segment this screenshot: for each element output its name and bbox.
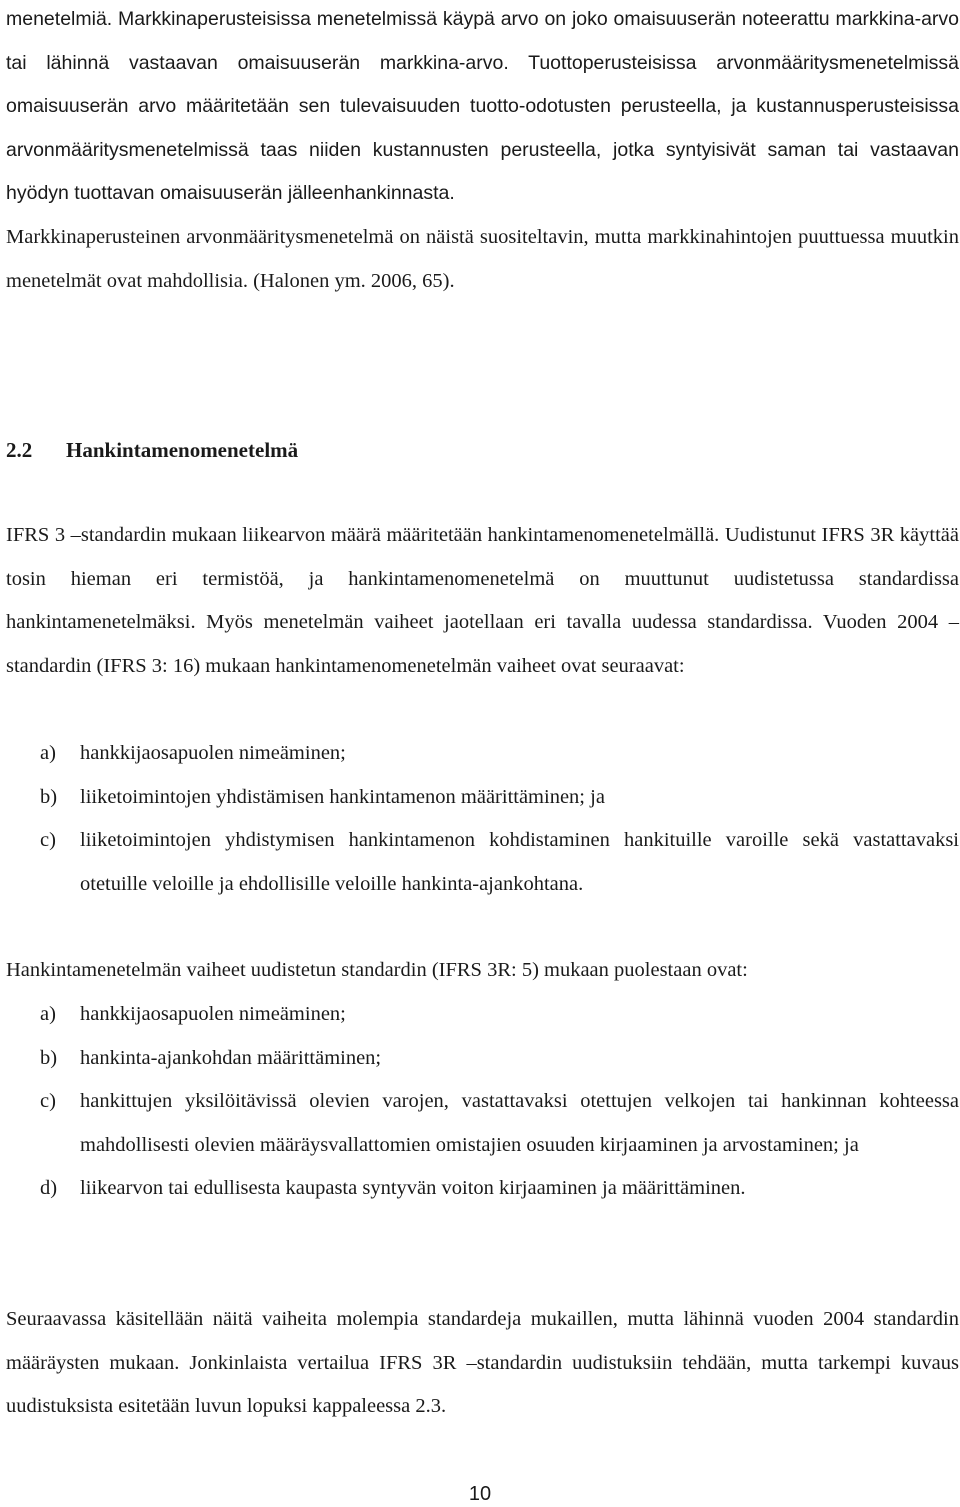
list-item	[6, 1080, 959, 1167]
list-new-standard	[6, 993, 959, 1211]
list-item-text: hankinta-ajankohdan määrittäminen;	[80, 1046, 382, 1069]
list-item-text: liiketoimintojen yhdistymisen hankintamenon kohdistaminen hankituille varoille sekä vastattavaksi otetuille veloille ja ehdollisille veloille hankinta-ajankohtana.	[80, 829, 959, 895]
list-item	[6, 993, 959, 1037]
list-item-text: liiketoimintojen yhdistämisen hankintamenon määrittäminen; ja	[80, 785, 605, 808]
intro-text-sans: menetelmiä. Markkinaperusteisissa menetelmissä käypä arvo on joko omaisuuserän noteerattu markkina-arvo tai lähinnä vastaavan omaisuuserän markkina-arvo. Tuottoperusteisissa arvonmääritysmenetelmissä omaisuuserän arvo määritetään sen tulevaisuuden tuotto-odotusten perusteella, ja kustannusperusteisissa arvonmääritysmenetelmissä taas niiden kustannusten perusteella, jotka syntyisivät saman tai vastaavan hyödyn tuottavan omaisuuserän jälleenhankinnasta.	[6, 8, 959, 205]
section-number: 2.2	[6, 438, 33, 462]
list-item-text: hankittujen yksilöitävissä olevien varojen, vastattavaksi otettujen velkojen tai hankinnan kohteessa mahdollisesti olevien määräysvallattomien omistajien osuuden kirjaaminen ja arvostaminen; ja	[80, 1090, 959, 1156]
paragraph-method	[6, 514, 959, 688]
page-number: 10	[468, 1483, 492, 1505]
list-marker: c)	[40, 1090, 56, 1113]
list-item-text: hankkijaosapuolen nimeäminen;	[80, 1003, 346, 1025]
list-item	[6, 732, 959, 776]
list-old-standard	[6, 732, 959, 906]
list-marker: b)	[40, 1046, 58, 1069]
list-marker: a)	[40, 1003, 56, 1025]
intro-text-serif: Markkinaperusteinen arvonmääritysmenetelmä on näistä suositeltavin, mutta markkinahintojen puuttuessa muutkin menetelmät ovat mahdollisia. (Halonen ym. 2006, 65).	[6, 225, 959, 292]
paragraph-new-standard-text: Hankintamenetelmän vaiheet uudistetun standardin (IFRS 3R: 5) mukaan puolestaan ovat:	[6, 959, 748, 981]
paragraph-new-standard	[6, 949, 959, 993]
list-item	[6, 1037, 959, 1081]
list-marker: c)	[40, 829, 56, 852]
section-heading	[6, 432, 298, 468]
list-item-text: liikearvon tai edullisesta kaupasta syntyvän voiton kirjaaminen ja määrittäminen.	[80, 1177, 746, 1200]
list-item	[6, 819, 959, 906]
list-item	[6, 1167, 959, 1211]
paragraph-summary	[6, 1298, 959, 1429]
list-item-text: hankkijaosapuolen nimeäminen;	[80, 742, 346, 764]
section-title: Hankintamenomenetelmä	[66, 438, 299, 462]
list-marker: b)	[40, 785, 58, 808]
paragraph-summary-text: Seuraavassa käsitellään näitä vaiheita molempia standardeja mukaillen, mutta lähinnä vuoden 2004 standardin määräysten mukaan. Jonkinlaista vertailua IFRS 3R –standardin uudistuksiin tehdään, mutta tarkempi kuvaus uudistuksista esitetään luvun lopuksi kappaleessa 2.3.	[6, 1308, 959, 1418]
list-marker: a)	[40, 742, 56, 764]
paragraph-method-text: IFRS 3 –standardin mukaan liikearvon määrä määritetään hankintamenomenetelmällä. Uudistunut IFRS 3R käyttää tosin hieman eri termistöä, ja hankintamenomenetelmä on muuttunut uudistetussa standardissa hankintamenetelmäksi. Myös menetelmän vaiheet jaotellaan eri tavalla uudessa standardissa. Vuoden 2004 –standardin (IFRS 3: 16) mukaan hankintamenomenetelmän vaiheet ovat seuraavat:	[6, 524, 959, 677]
list-marker: d)	[40, 1177, 58, 1200]
intro-paragraph	[6, 0, 959, 303]
list-item	[6, 776, 959, 820]
